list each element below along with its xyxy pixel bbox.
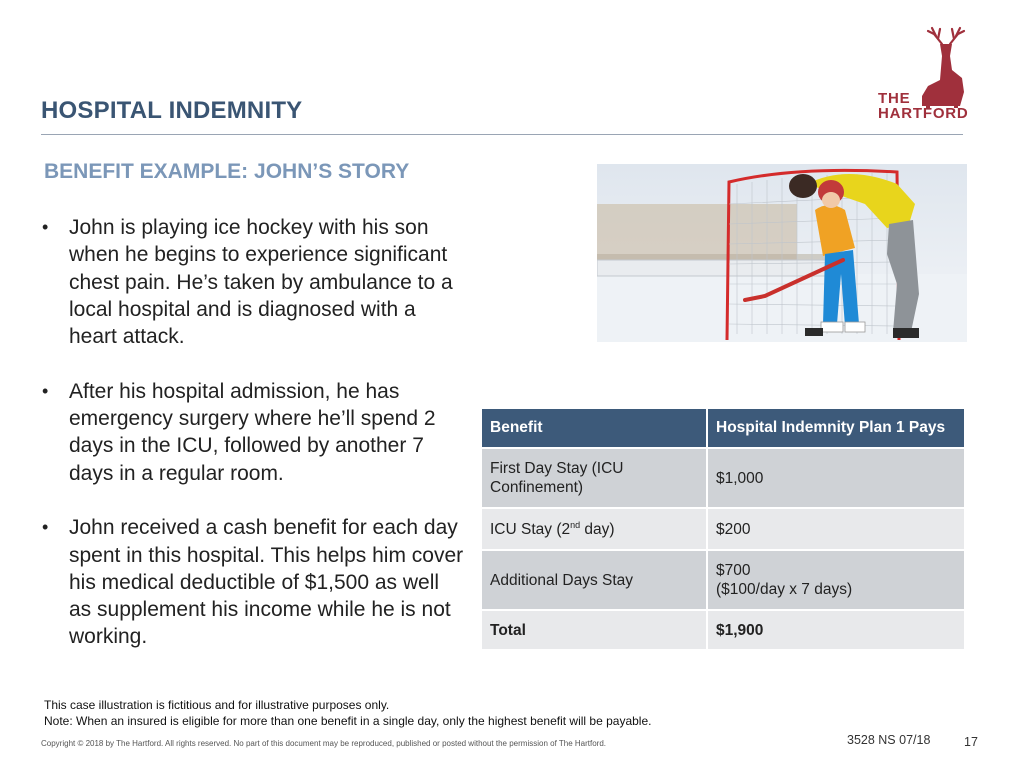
table-total-row: [481, 610, 965, 650]
header-benefit: Benefit: [481, 408, 707, 448]
table-row: [481, 448, 965, 508]
father-son-ice-hockey-photo: [597, 164, 967, 342]
disclaimer-note: This case illustration is fictitious and for illustrative purposes only.: [44, 698, 390, 712]
pays-text-line2: ($100/day x 7 days): [716, 581, 853, 598]
bullet-icon: •: [42, 380, 49, 401]
benefit-cell: [481, 448, 707, 508]
benefit-text-line1: First Day Stay (ICU: [490, 460, 624, 477]
page-number: 17: [964, 735, 978, 749]
header-plan-pays: Hospital Indemnity Plan 1 Pays: [707, 408, 965, 448]
benefit-note: Note: When an insured is eligible for more than one benefit in a single day, only the highest benefit will be payable.: [44, 714, 652, 728]
logo-line-1: THE: [878, 90, 911, 107]
bullet-text: John received a cash benefit for each day spent in this hospital. This helps him cover his medical deductible of $1,500 as well as supplement his income while he is not working.: [69, 516, 464, 649]
benefit-cell: Additional Days Stay: [481, 550, 707, 610]
pays-cell: [707, 550, 965, 610]
bullet-item: [42, 514, 467, 650]
copyright-text: Copyright © 2018 by The Hartford. All rights reserved. No part of this document may be reproduced, published or posted without the permission of The Hartford.: [41, 739, 607, 748]
pays-cell: $200: [707, 508, 965, 550]
benefit-cell: [481, 508, 707, 550]
pays-cell: $1,000: [707, 448, 965, 508]
hartford-logo-text: [878, 91, 969, 121]
bullet-icon: •: [42, 217, 49, 237]
ordinal-suffix: nd: [570, 519, 581, 530]
logo-line-2: HARTFORD: [878, 105, 969, 122]
table-header-row: [481, 408, 965, 448]
total-value-cell: $1,900: [707, 610, 965, 650]
bullet-icon: •: [42, 517, 49, 538]
page-title: HOSPITAL INDEMNITY: [41, 97, 303, 124]
section-subtitle: BENEFIT EXAMPLE: JOHN’S STORY: [44, 160, 410, 183]
benefit-text-line2: Confinement): [490, 479, 584, 496]
table-row: [481, 508, 965, 550]
story-bullet-list: [42, 214, 467, 678]
benefit-table: [480, 407, 966, 651]
total-label-cell: Total: [481, 610, 707, 650]
bullet-text: John is playing ice hockey with his son when he begins to experience significant chest pain. He’s taken by ambulance to a local hospital and is diagnosed with a heart attack.: [69, 216, 453, 349]
bullet-item: [42, 214, 467, 350]
benefit-text-post: day): [580, 520, 615, 538]
table-row: [481, 550, 965, 610]
bullet-item: [42, 378, 467, 487]
pays-text-line1: $700: [716, 562, 751, 579]
document-code: 3528 NS 07/18: [847, 733, 931, 747]
title-divider: [41, 134, 963, 135]
benefit-text-pre: ICU Stay (2: [490, 520, 571, 538]
bullet-text: After his hospital admission, he has emergency surgery where he’ll spend 2 days in the ICU, followed by another 7 days in a regular room.: [69, 379, 436, 485]
